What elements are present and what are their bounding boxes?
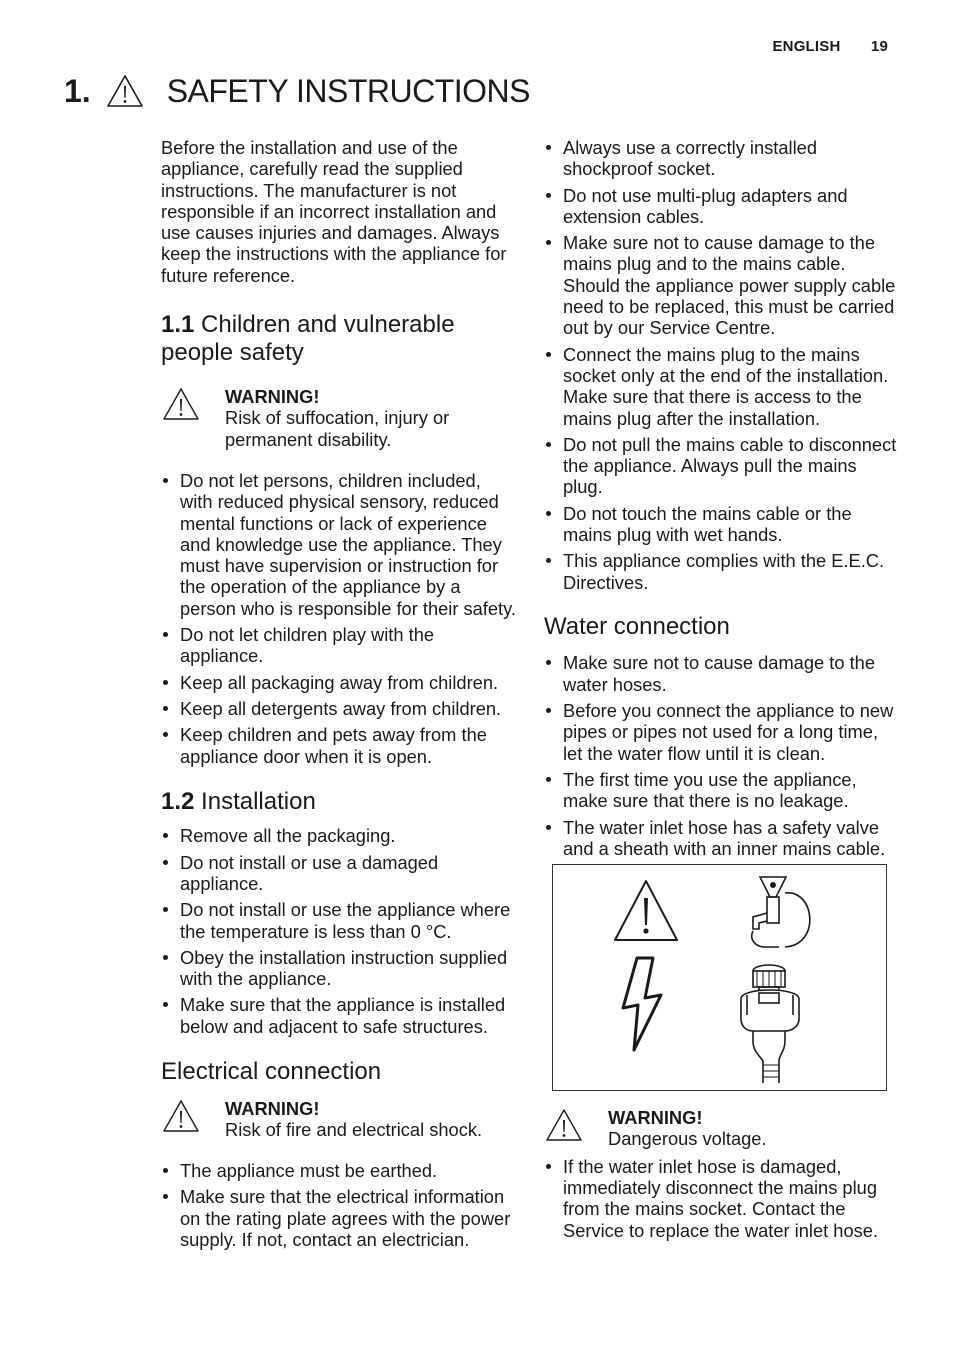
section-heading-electrical: Electrical connection: [161, 1058, 382, 1085]
list-item: Do not install or use a damaged appliance.: [161, 852, 517, 895]
chapter-number: 1.: [64, 72, 91, 109]
list-item: Do not touch the mains cable or the mains plug with wet hands.: [544, 503, 898, 546]
water-list: [544, 652, 898, 859]
lightning-bolt-icon: [623, 958, 661, 1050]
page-header: [772, 38, 888, 55]
warning-triangle-icon: [544, 1107, 584, 1143]
intro-paragraph: Before the installation and use of the appliance, carefully read the supplied instructions. The manufacturer is not responsible if an incorrect installation and use causes injuries and damages. Always keep the instructions with the appliance for future reference.: [161, 137, 507, 286]
water-tap-icon: [752, 877, 810, 947]
list-item: Keep all packaging away from children.: [161, 672, 517, 693]
water-hose-illustration: [552, 864, 887, 1091]
warning-title: WARNING!: [608, 1107, 703, 1129]
inlet-hose-icon: [741, 965, 799, 1083]
list-item: Connect the mains plug to the mains socket only at the end of the installation. Make sure that there is access to the mains plug after the installation.: [544, 344, 898, 429]
left-column: [161, 137, 517, 1255]
list-item: Make sure that the appliance is installed below and adjacent to safe structures.: [161, 994, 517, 1037]
warning-title: WARNING!: [225, 386, 320, 408]
warning-text: Risk of fire and electrical shock.: [225, 1118, 483, 1140]
page-number: 19: [870, 38, 888, 55]
list-item: Obey the installation instruction supplied with the appliance.: [161, 947, 517, 990]
list-item: The water inlet hose has a safety valve and a sheath with an inner mains cable.: [544, 817, 898, 860]
list-item: Do not pull the mains cable to disconnect the appliance. Always pull the mains plug.: [544, 434, 898, 498]
warning-block-fire: [161, 1098, 517, 1141]
list-item: Before you connect the appliance to new pipes or pipes not used for a long time, let the water flow until it is clean.: [544, 700, 898, 764]
list-item: Do not let persons, children included, with reduced physical sensory, reduced mental functions or lack of experience and knowledge use the appliance. They must have supervision or instruction for the operation of the appliance by a person who is responsible for their safety.: [161, 470, 517, 619]
right-column: [544, 137, 898, 1246]
list-item: If the water inlet hose is damaged, immediately disconnect the mains plug from the mains socket. Contact the Service to replace the water inlet hose.: [544, 1156, 898, 1241]
warning-triangle-icon: [161, 386, 201, 422]
warning-triangle-icon: [161, 1098, 201, 1134]
water-list-after: [544, 1156, 898, 1241]
hose-diagram-image: [553, 865, 886, 1090]
warning-block-suffocation: [161, 386, 517, 450]
list-item: Always use a correctly installed shockproof socket.: [544, 137, 898, 180]
list-item: Do not use multi-plug adapters and extension cables.: [544, 185, 898, 228]
section-heading-children: [161, 311, 517, 366]
list-item: Make sure not to cause damage to the water hoses.: [544, 652, 898, 695]
children-safety-list: [161, 470, 517, 767]
section-heading-water: Water connection: [544, 612, 730, 640]
section-title: Installation: [201, 787, 316, 815]
list-item: Make sure that the electrical information on the rating plate agrees with the power supply. If not, contact an electrician.: [161, 1186, 517, 1250]
chapter-title: SAFETY INSTRUCTIONS: [166, 72, 530, 109]
electrical-list-right: [544, 137, 898, 593]
list-item: Make sure not to cause damage to the mains plug and to the mains cable. Should the appliance power supply cable need to be replaced, this must be carried out by our Service Centre.: [544, 232, 898, 338]
list-item: This appliance complies with the E.E.C. Directives.: [544, 550, 898, 593]
list-item: Keep all detergents away from children.: [161, 698, 517, 719]
section-title: Children and vulnerable people safety: [161, 311, 455, 366]
chapter-heading: [64, 66, 530, 116]
warning-triangle-icon: [105, 73, 145, 109]
installation-list: [161, 825, 517, 1037]
warning-triangle-icon: [615, 881, 677, 940]
section-heading-installation: [161, 788, 517, 816]
warning-text: Dangerous voltage.: [608, 1128, 767, 1150]
list-item: Keep children and pets away from the appliance door when it is open.: [161, 724, 517, 767]
language-label: ENGLISH: [772, 38, 841, 55]
list-item: The appliance must be earthed.: [161, 1160, 517, 1181]
list-item: The first time you use the appliance, make sure that there is no leakage.: [544, 769, 898, 812]
warning-text: Risk of suffocation, injury or permanent disability.: [225, 407, 450, 450]
list-item: Do not install or use the appliance where the temperature is less than 0 °C.: [161, 899, 517, 942]
warning-title: WARNING!: [225, 1097, 320, 1119]
list-item: Remove all the packaging.: [161, 825, 517, 846]
section-number: 1.2: [161, 787, 195, 815]
section-number: 1.1: [161, 311, 195, 339]
electrical-list-left: [161, 1160, 517, 1250]
warning-block-voltage: [544, 1107, 898, 1150]
list-item: Do not let children play with the appliance.: [161, 624, 517, 667]
